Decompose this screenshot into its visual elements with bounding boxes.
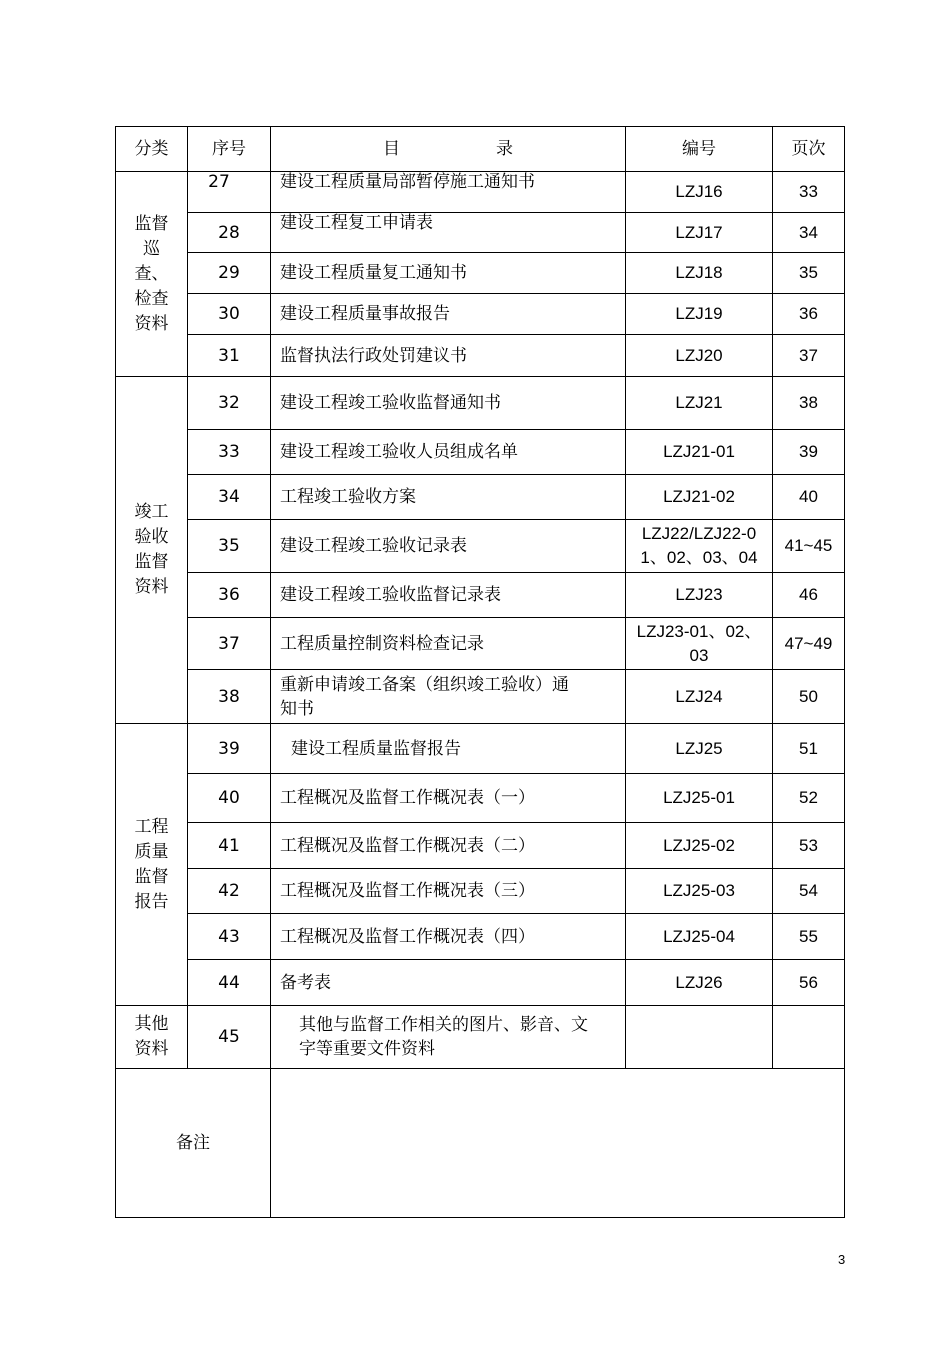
page-cell: 47~49 (773, 618, 845, 670)
table-row (116, 253, 845, 294)
header-category: 分类 (116, 127, 188, 172)
category-label: 工程质量监督报告 (134, 816, 169, 912)
table-row (116, 869, 845, 914)
category-label: 竣工验收监督资料 (134, 502, 169, 597)
table-row (116, 475, 845, 520)
table-row (116, 823, 845, 869)
code-cell: LZJ26 (626, 960, 773, 1006)
page-cell (773, 1006, 845, 1069)
code-cell: LZJ25-02 (626, 823, 773, 869)
code-cell: LZJ21-02 (626, 475, 773, 520)
category-cell-inspection (116, 172, 188, 377)
table-row (116, 1006, 845, 1069)
title-cell: 建设工程竣工验收人员组成名单 (271, 430, 626, 475)
table-row (116, 335, 845, 377)
title-cell: 工程竣工验收方案 (271, 475, 626, 520)
title-cell: 建设工程质量监督报告 (271, 724, 626, 774)
page-cell: 38 (773, 377, 845, 430)
seq-cell: 39 (188, 724, 271, 774)
page-cell: 37 (773, 335, 845, 377)
seq-cell: 27 (188, 172, 271, 213)
title-cell (271, 670, 626, 724)
title-cell: 建设工程竣工验收监督记录表 (271, 573, 626, 618)
seq-cell: 35 (188, 520, 271, 573)
category-cell-other (116, 1006, 188, 1069)
header-title-left: 目 (383, 139, 400, 159)
code-cell: LZJ17 (626, 213, 773, 253)
table-row (116, 430, 845, 475)
page-cell: 36 (773, 294, 845, 335)
page-cell: 39 (773, 430, 845, 475)
code-cell (626, 618, 773, 670)
title-cell: 工程概况及监督工作概况表（二） (271, 823, 626, 869)
category-label: 监督巡查、检查资料 (134, 213, 169, 334)
category-cell-acceptance (116, 377, 188, 724)
page-cell: 35 (773, 253, 845, 294)
title-cell: 建设工程复工申请表 (271, 213, 626, 253)
table-header-row (116, 127, 845, 172)
table-row (116, 172, 845, 213)
page-cell: 53 (773, 823, 845, 869)
seq-cell: 28 (188, 213, 271, 253)
title-cell: 监督执法行政处罚建议书 (271, 335, 626, 377)
header-page: 页次 (773, 127, 845, 172)
seq-cell: 29 (188, 253, 271, 294)
code-cell: LZJ19 (626, 294, 773, 335)
table-row (116, 573, 845, 618)
table-row (116, 960, 845, 1006)
table-row (116, 724, 845, 774)
code-cell (626, 520, 773, 573)
page-cell: 33 (773, 172, 845, 213)
seq-cell: 36 (188, 573, 271, 618)
title-text: 重新申请竣工备案（组织竣工验收）通知书 (280, 674, 569, 719)
remarks-content (271, 1069, 845, 1218)
title-cell: 建设工程质量复工通知书 (271, 253, 626, 294)
code-cell: LZJ25 (626, 724, 773, 774)
header-title-right: 录 (496, 139, 513, 159)
header-seq: 序号 (188, 127, 271, 172)
code-cell: LZJ24 (626, 670, 773, 724)
page-cell: 41~45 (773, 520, 845, 573)
page-cell: 51 (773, 724, 845, 774)
title-cell: 备考表 (271, 960, 626, 1006)
code-cell: LZJ18 (626, 253, 773, 294)
table-row (116, 213, 845, 253)
category-cell-report (116, 724, 188, 1006)
page-cell: 52 (773, 774, 845, 823)
table-row (116, 520, 845, 573)
code-cell: LZJ25-04 (626, 914, 773, 960)
seq-cell: 33 (188, 430, 271, 475)
remarks-row (116, 1069, 845, 1218)
header-title (271, 127, 626, 172)
header-code: 编号 (626, 127, 773, 172)
title-cell: 建设工程质量事故报告 (271, 294, 626, 335)
table-row (116, 914, 845, 960)
page-cell: 54 (773, 869, 845, 914)
title-cell: 工程概况及监督工作概况表（三） (271, 869, 626, 914)
seq-cell: 41 (188, 823, 271, 869)
category-label: 其他资料 (134, 1014, 169, 1059)
catalog-table (115, 126, 845, 1218)
code-cell: LZJ21 (626, 377, 773, 430)
table-row (116, 294, 845, 335)
seq-cell: 34 (188, 475, 271, 520)
table-row (116, 774, 845, 823)
title-text: 其他与监督工作相关的图片、影音、文字等重要文件资料 (299, 1015, 588, 1059)
seq-cell: 40 (188, 774, 271, 823)
title-cell: 工程概况及监督工作概况表（四） (271, 914, 626, 960)
seq-cell: 31 (188, 335, 271, 377)
code-cell: LZJ21-01 (626, 430, 773, 475)
table-row (116, 670, 845, 724)
seq-cell: 42 (188, 869, 271, 914)
seq-cell: 32 (188, 377, 271, 430)
seq-cell: 37 (188, 618, 271, 670)
page-cell: 55 (773, 914, 845, 960)
title-cell: 建设工程竣工验收监督通知书 (271, 377, 626, 430)
page-cell: 40 (773, 475, 845, 520)
page-number: 3 (838, 1252, 846, 1267)
page-cell: 46 (773, 573, 845, 618)
code-cell: LZJ25-01 (626, 774, 773, 823)
page-cell: 56 (773, 960, 845, 1006)
code-text: LZJ22/LZJ22-01、02、03、04 (640, 524, 758, 567)
code-cell: LZJ23 (626, 573, 773, 618)
seq-cell: 43 (188, 914, 271, 960)
code-cell: LZJ20 (626, 335, 773, 377)
title-cell: 建设工程竣工验收记录表 (271, 520, 626, 573)
title-cell (271, 1006, 626, 1069)
table-row (116, 377, 845, 430)
seq-cell: 45 (188, 1006, 271, 1069)
code-cell (626, 1006, 773, 1069)
table-row (116, 618, 845, 670)
code-cell: LZJ16 (626, 172, 773, 213)
title-cell: 工程概况及监督工作概况表（一） (271, 774, 626, 823)
seq-cell: 38 (188, 670, 271, 724)
title-cell: 工程质量控制资料检查记录 (271, 618, 626, 670)
title-cell: 建设工程质量局部暂停施工通知书 (271, 172, 626, 213)
code-text: LZJ23-01、02、03 (636, 621, 762, 665)
page-cell: 50 (773, 670, 845, 724)
seq-cell: 44 (188, 960, 271, 1006)
remarks-label: 备注 (116, 1069, 271, 1218)
page-cell: 34 (773, 213, 845, 253)
code-cell: LZJ25-03 (626, 869, 773, 914)
seq-cell: 30 (188, 294, 271, 335)
